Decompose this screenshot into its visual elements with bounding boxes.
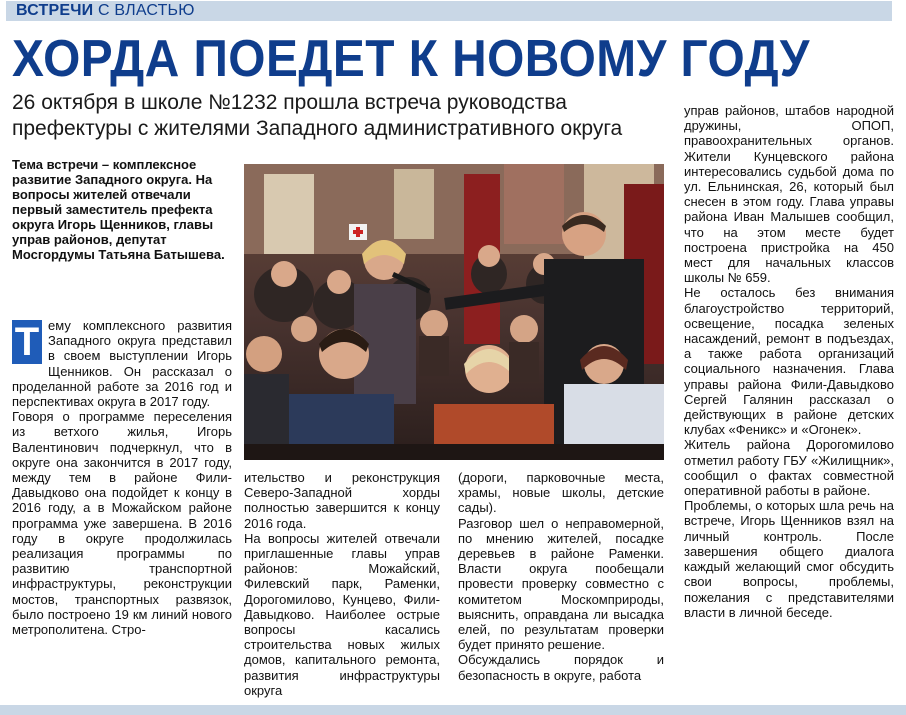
- drop-cap: Т: [12, 320, 42, 364]
- top-band: [0, 0, 906, 24]
- bottom-band: [0, 705, 906, 715]
- col3-paragraph-2: Разговор шел о неправомерной, по мнению жителей, посадке деревьев в районе Раменки. Власти округа пообещали провести проверку совместно с комитетом Москомприроды, выяснить, оправдана ли высадка елей, по результатам проверки будет принято решение.: [458, 515, 664, 653]
- rubric-bar: [6, 1, 892, 21]
- headline: ХОРДА ПОЕДЕТ К НОВОМУ ГОДУ: [12, 30, 810, 88]
- subheadline: 26 октября в школе №1232 прошла встреча руководства префектуры с жителями Западного административного округа: [12, 91, 623, 140]
- col4-paragraph-3: Житель района Дорогомилово отметил работу ГБУ «Жилищник», сообщил о фактах совместной оперативной работы в районе.: [684, 437, 894, 499]
- meeting-photo-illustration: [244, 164, 664, 460]
- article-column-1: [12, 318, 232, 637]
- rubric-part1: ВСТРЕЧИ: [16, 2, 94, 19]
- article-column-3: [458, 470, 664, 683]
- col4-paragraph-2: Не осталось без внимания благоустройство территорий, освещение, посадка зеленых насаждений, ремонт в подъездах, а также работа организаций социального назначения. Глава управы района Фили-Давыдково Сергей Галянин рассказал о действующих в районе детских клубах «Феникс» и «Огонек».: [684, 285, 894, 438]
- col4-paragraph-4: Проблемы, о которых шла речь на встрече, Игорь Щенников взял на личный контроль. После завершения общего диалога каждый желающий смог обсудить свои вопросы, проблемы, пожелания с представителями власти в личной беседе.: [684, 498, 894, 620]
- article-column-4: [684, 103, 894, 620]
- col1-paragraph-2: Говоря о программе переселения из ветхого жилья, Игорь Валентинович подчеркнул, что в округе она закончится в 2017 году, между тем в районе Фили-Давыдково она подойдет к концу в 2016 году, а в Можайском районе программа уже завершена. В 2016 году в округе продолжилась реализация программы по развитию транспортной инфраструктуры, реконструкции мостов, транспортных развязок, было построено 19 км линий нового метрополитена. Стро-: [12, 409, 232, 638]
- col2-paragraph-1: ительство и реконструкция Северо-Западной хорды полностью завершится к концу 2016 года.: [244, 470, 440, 531]
- col4-paragraph-1: управ районов, штабов народной дружины, ОПОП, правоохранительных органов. Жители Кунцевского района интересовались судьбой дома по ул. Ельнинская, 26, который был снесен в этом году. Глава управы района Иван Малышев сообщил, что на этом месте будет построена пристройка на 450 мест для начальных классов школы № 659.: [684, 103, 894, 286]
- rubric-label: [16, 2, 195, 20]
- lead-paragraph: Тема встречи – комплексное развитие Западного округа. На вопросы жителей отвечали первый заместитель префекта округа Игорь Щенников, главы управ районов, депутат Мосгордумы Татьяна Батышева.: [12, 157, 225, 262]
- col3-paragraph-3: Обсуждались порядок и безопасность в округе, работа: [458, 652, 664, 683]
- article-column-2: [244, 470, 440, 698]
- rubric-part2: С ВЛАСТЬЮ: [98, 2, 195, 19]
- col2-paragraph-2: На вопросы жителей отвечали приглашенные главы управ районов: Можайский, Филевский парк, Раменки, Дорогомилово, Кунцево, Фили-Давыдково. Наиболее острые вопросы касались строительства новых жилых домов, капитального ремонта, развития инфраструктуры округа: [244, 530, 440, 698]
- meeting-photo: [244, 164, 664, 460]
- col3-paragraph-1: (дороги, парковочные места, храмы, новые школы, детские сады).: [458, 470, 664, 516]
- col1-paragraph-1: ему комплексного развития Западного округа представил в своем выступлении Игорь Щенников. Он рассказал о проделанной работе за 2016 год и перспективах округа в 2017 году.: [12, 318, 232, 410]
